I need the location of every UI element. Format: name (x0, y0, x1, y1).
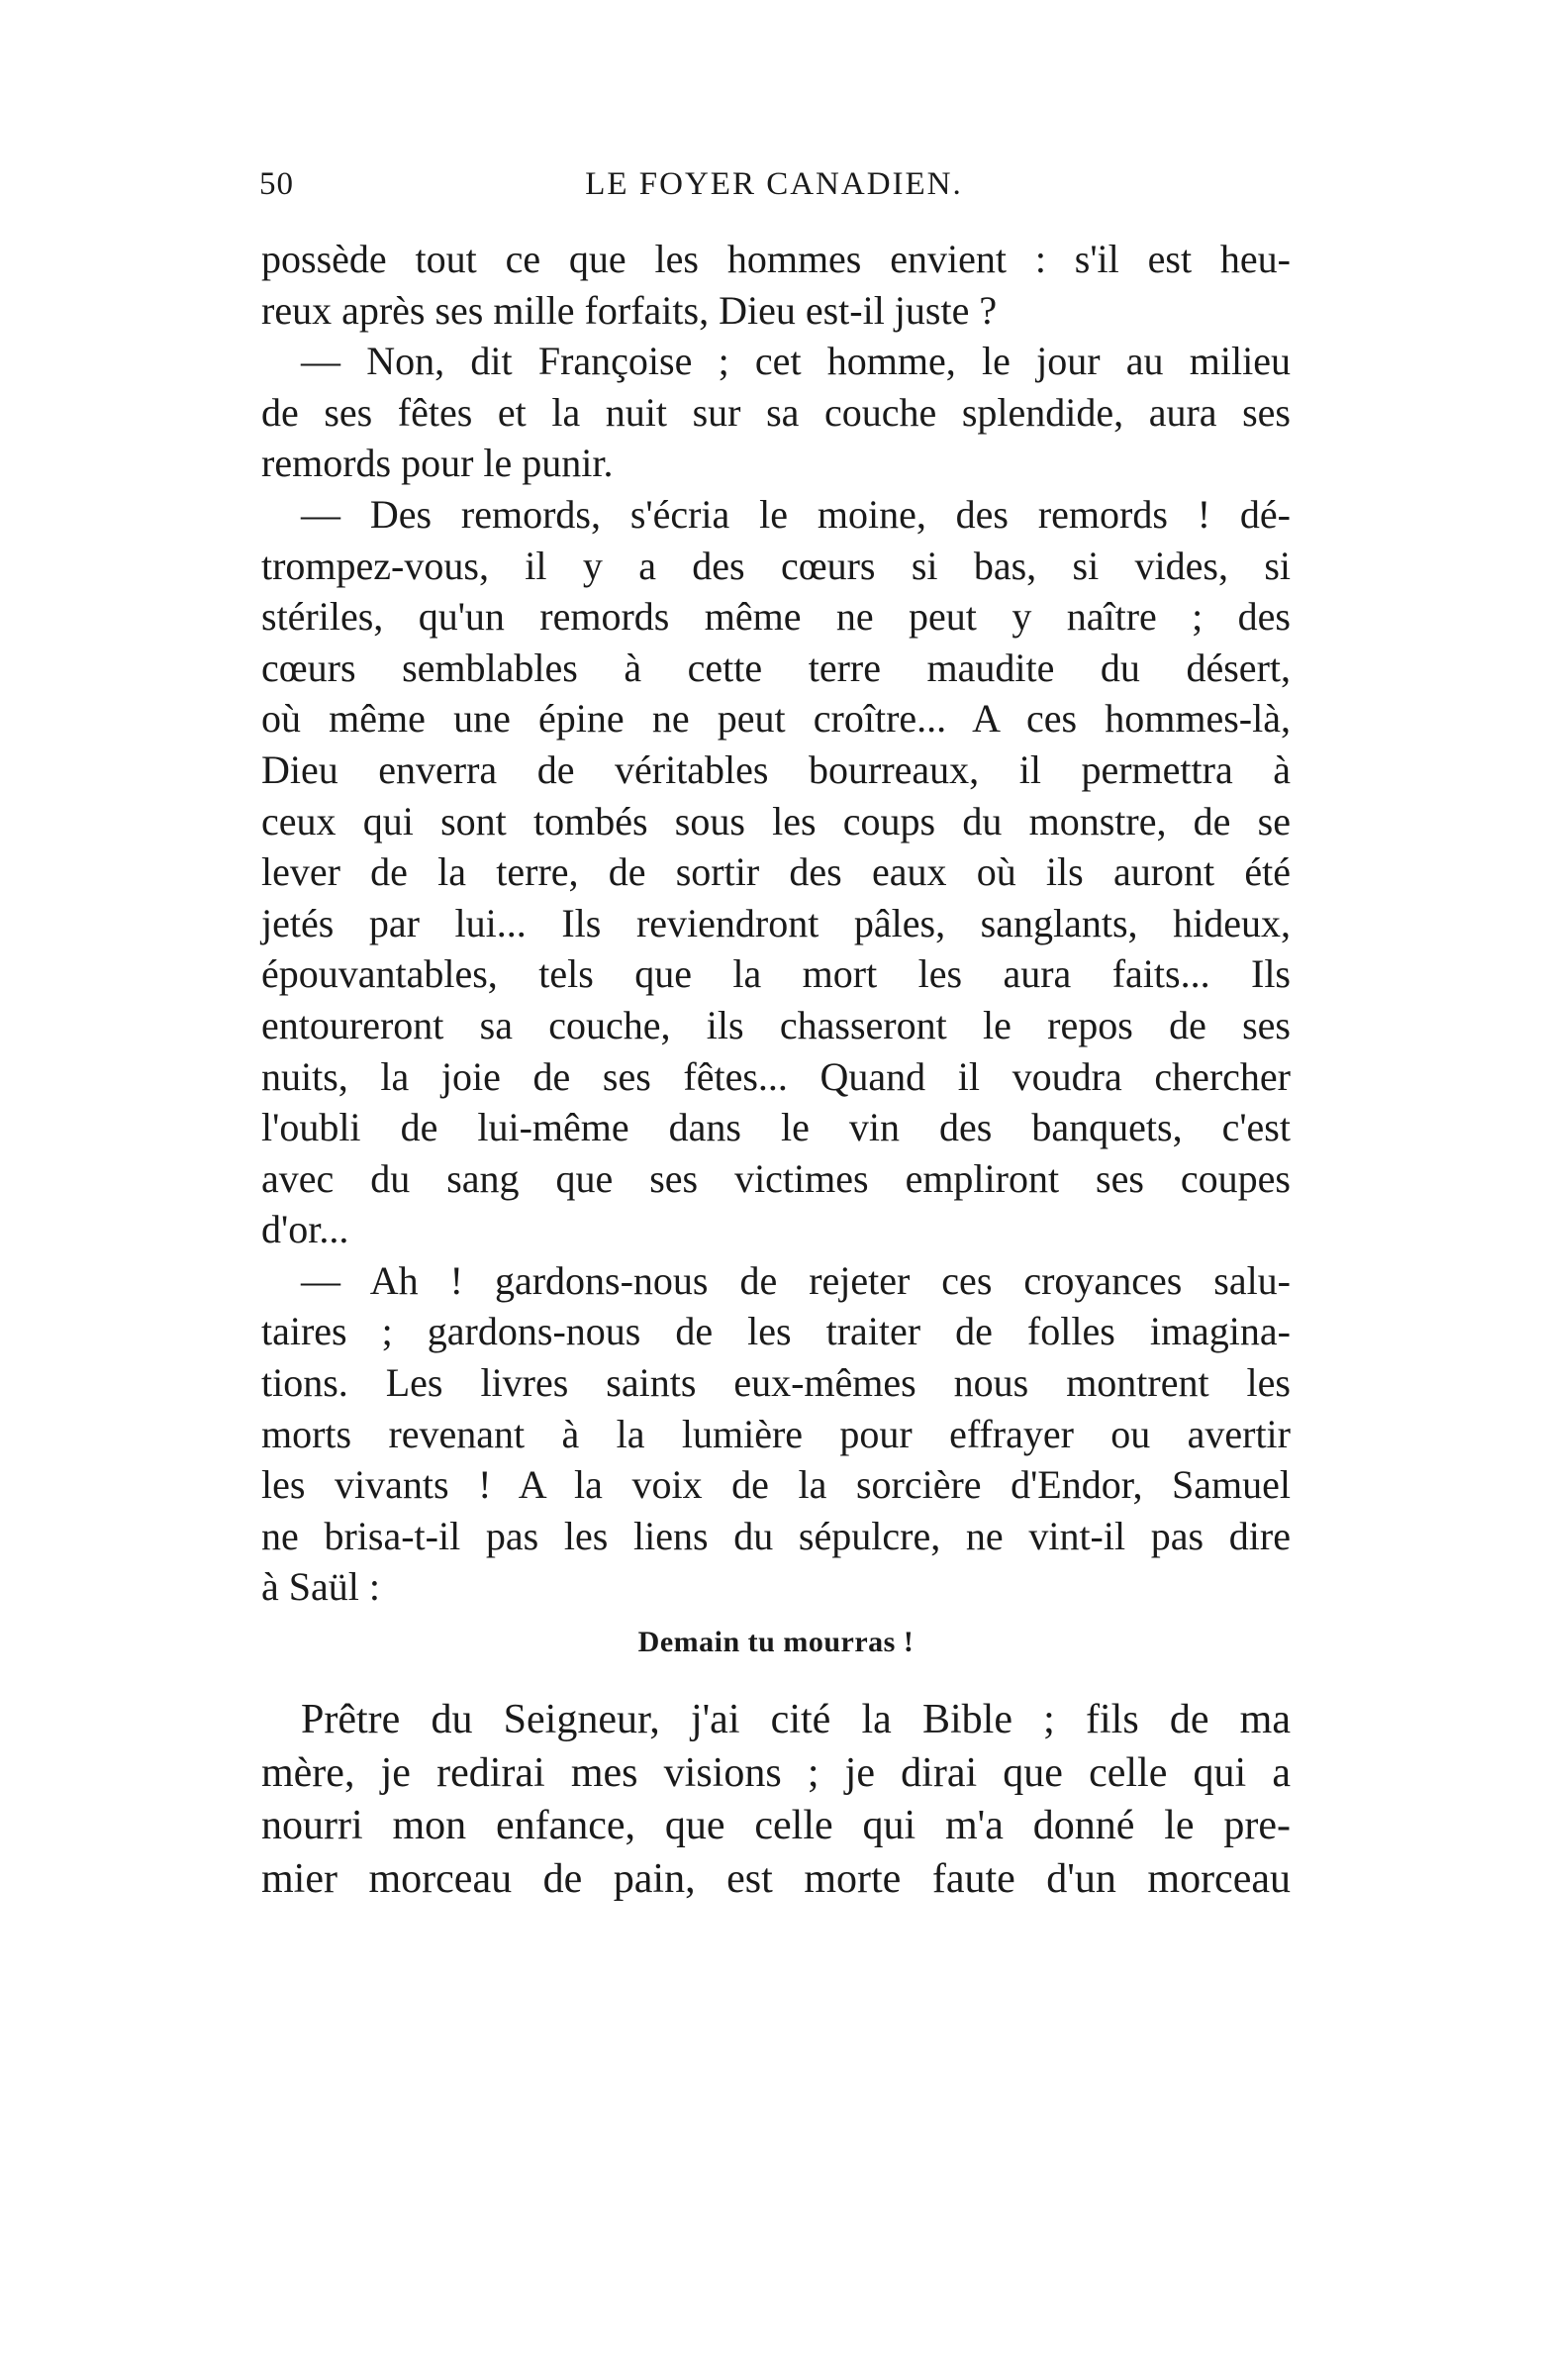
text-line: Dieu enverra de véritables bourreaux, il permettra à (261, 746, 1291, 792)
text-line: — Non, dit Françoise ; cet homme, le jour au milieu (301, 339, 1291, 384)
text-line: stériles, qu'un remords même ne peut y naître ; des (261, 594, 1291, 640)
paragraph (261, 489, 1291, 1255)
paragraph (261, 1694, 1291, 1906)
text-line: à Saül : (261, 1564, 380, 1610)
paragraph (261, 336, 1291, 489)
text-line: — Ah ! gardons-nous de rejeter ces croyances salu- (301, 1257, 1291, 1303)
text-line: trompez-vous, il y a des cœurs si bas, si vides, si (261, 543, 1291, 588)
running-title: LE FOYER CANADIEN. (585, 166, 963, 202)
text-line: taires ; gardons-nous de les traiter de folles imagina- (261, 1309, 1291, 1354)
text-line: mère, je redirai mes visions ; je dirai que celle qui a (261, 1749, 1291, 1796)
text-line: lever de la terre, de sortir des eaux où ils auront été (261, 849, 1291, 895)
text-line: — Des remords, s'écria le moine, des remords ! dé- (301, 491, 1291, 537)
text-line: ceux qui sont tombés sous les coups du monstre, de se (261, 798, 1291, 843)
text-line: possède tout ce que les hommes envient : s'il est heu- (261, 237, 1291, 281)
text-line: tions. Les livres saints eux-mêmes nous montrent les (261, 1360, 1291, 1406)
page-number: 50 (259, 166, 294, 202)
quotation: Demain tu mourras ! (637, 1626, 915, 1659)
text-line: où même une épine ne peut croître... A ces hommes-là, (261, 696, 1291, 742)
text-line: morts revenant à la lumière pour effrayer ou avertir (261, 1411, 1291, 1456)
text-line: l'oubli de lui-même dans le vin des banquets, c'est (261, 1105, 1291, 1150)
text-line: cœurs semblables à cette terre maudite du désert, (261, 645, 1291, 690)
text-line: jetés par lui... Ils reviendront pâles, sanglants, hideux, (261, 900, 1291, 945)
text-line: remords pour le punir. (261, 441, 614, 486)
text-line: ne brisa-t-il pas les liens du sépulcre, ne vint-il pas dire (261, 1513, 1291, 1558)
body-text (261, 234, 1291, 1906)
text-line: avec du sang que ses victimes empliront ses coupes (261, 1155, 1291, 1201)
paragraph (261, 1255, 1291, 1613)
text-line: mier morceau de pain, est morte faute d'un morceau (261, 1855, 1291, 1902)
text-line: entoureront sa couche, ils chasseront le repos de ses (261, 1002, 1291, 1047)
text-line: de ses fêtes et la nuit sur sa couche splendide, aura ses (261, 389, 1291, 435)
paragraph (261, 234, 1291, 336)
text-line: nourri mon enfance, que celle qui m'a donné le pre- (261, 1803, 1291, 1849)
text-line: nuits, la joie de ses fêtes... Quand il voudra chercher (261, 1053, 1291, 1099)
text-line: épouvantables, tels que la mort les aura faits... Ils (261, 951, 1291, 997)
text-line: reux après ses mille forfaits, Dieu est-il juste ? (261, 287, 998, 333)
text-line: Prêtre du Seigneur, j'ai cité la Bible ; fils de ma (301, 1697, 1291, 1743)
text-line: d'or... (261, 1207, 349, 1252)
running-head (259, 166, 1289, 216)
text-line: les vivants ! A la voix de la sorcière d'Endor, Samuel (261, 1462, 1291, 1508)
